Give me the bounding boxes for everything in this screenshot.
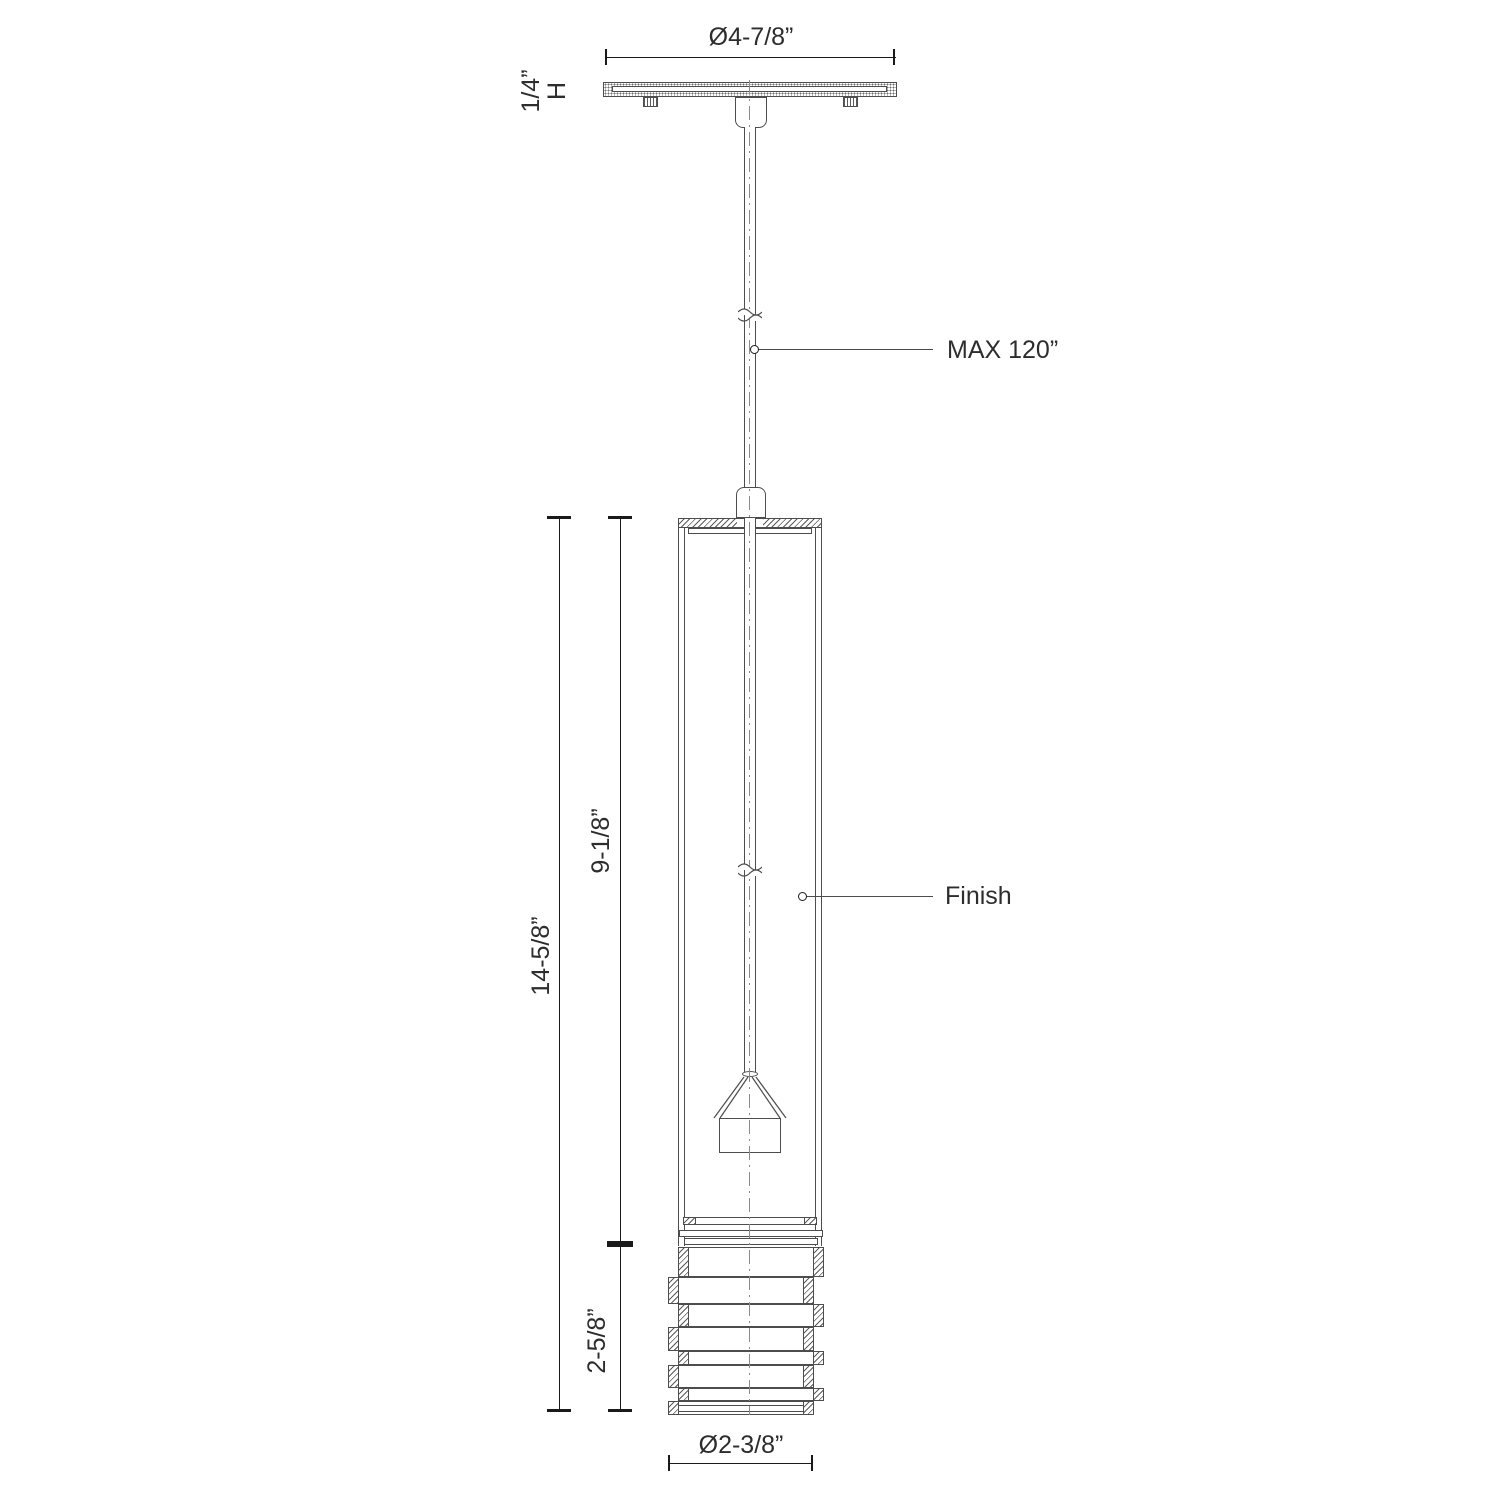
glass-wall-right (815, 528, 822, 1246)
stack-disc (678, 1304, 824, 1327)
shade-top-connector (736, 487, 766, 518)
dim-label-overall-height: 14-5/8” (527, 916, 555, 996)
stack-disc (678, 1388, 824, 1401)
disc-cap-right (803, 1402, 813, 1414)
shade-bottom-ring (683, 1217, 817, 1225)
ring-cap-left (684, 1218, 696, 1224)
dim-label-canopy-height-value: 1/4” (517, 69, 545, 113)
dim-label-bottom-diameter: Ø2-3/8” (698, 1431, 784, 1459)
label-finish: Finish (945, 882, 1012, 910)
diffuser-lines (678, 1405, 804, 1412)
dim-line-sections (620, 517, 621, 1411)
disc-cap-left (669, 1278, 679, 1303)
bottom-diffuser-disc (668, 1401, 814, 1415)
dim-tick (608, 1409, 632, 1412)
disc-cap-right (803, 1328, 813, 1350)
stack-disc (668, 1327, 814, 1351)
socket-yoke-legs (705, 1074, 795, 1120)
dim-line-bottom-diameter (670, 1463, 813, 1464)
dim-tick (893, 49, 895, 65)
dim-label-canopy-height-unit: H (543, 81, 571, 101)
vertical-centerline (749, 80, 750, 1415)
disc-cap-left (679, 1389, 689, 1400)
dim-tick (608, 516, 632, 519)
dim-label-canopy-diameter: Ø4-7/8” (708, 23, 794, 51)
dim-tick (811, 1455, 813, 1471)
stack-disc (668, 1277, 814, 1304)
disc-cap-right (813, 1248, 823, 1276)
disc-cap-right (813, 1352, 823, 1364)
disc-cap-left (669, 1366, 679, 1387)
dim-label-upper-section: 9-1/8” (587, 808, 615, 874)
leader-line-finish (806, 896, 933, 897)
dim-line-overall-height (559, 517, 560, 1411)
dim-tick (547, 1409, 571, 1412)
dim-tick (668, 1455, 670, 1471)
canopy-screw-left (643, 97, 658, 107)
canopy-stem-block (735, 97, 767, 128)
shade-bottom-band-outer (679, 1230, 823, 1237)
disc-cap-right (803, 1366, 813, 1387)
dim-tick (605, 49, 607, 65)
disc-cap-right (813, 1389, 823, 1400)
stack-disc (678, 1247, 824, 1277)
disc-cap-left (679, 1352, 689, 1364)
shade-bottom-band-inner (684, 1238, 818, 1245)
disc-cap-left (669, 1328, 679, 1350)
dim-line-canopy-diameter (607, 57, 896, 58)
suspension-rod-inner (744, 518, 756, 1075)
rod-break-symbol-upper (738, 306, 762, 324)
ring-cap-right (804, 1218, 816, 1224)
dim-label-canopy-height (518, 69, 570, 112)
lamp-socket (719, 1118, 781, 1153)
leader-line-max-suspension (757, 349, 933, 350)
dim-tick (547, 516, 571, 519)
disc-cap-right (803, 1278, 813, 1303)
leader-circle-finish (798, 892, 807, 901)
stack-disc (668, 1365, 814, 1388)
dim-label-lower-section: 2-5/8” (583, 1308, 611, 1374)
disc-cap-right (813, 1305, 823, 1326)
rod-break-symbol-inner (738, 861, 762, 879)
disc-cap-left (679, 1305, 689, 1326)
glass-wall-left (678, 528, 685, 1246)
leader-circle-max-suspension (750, 345, 759, 354)
label-max-suspension: MAX 120” (947, 336, 1059, 364)
canopy-screw-right (843, 97, 858, 107)
dim-tick-section-divider (607, 1241, 633, 1247)
disc-cap-left (679, 1248, 689, 1276)
stack-disc (678, 1351, 824, 1365)
